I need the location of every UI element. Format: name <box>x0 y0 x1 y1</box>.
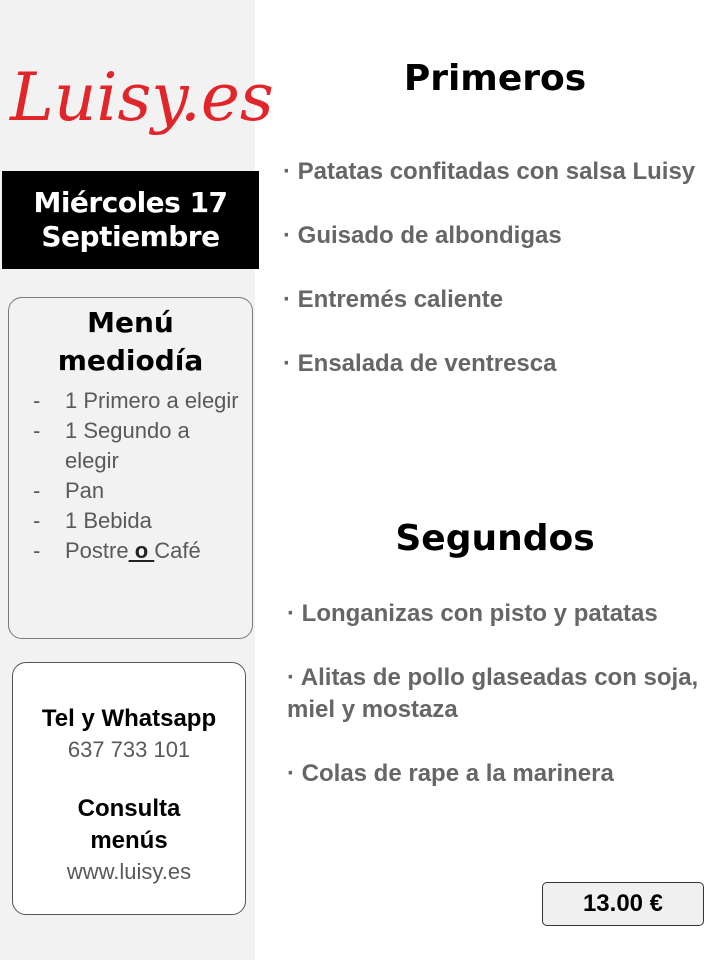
website-link[interactable]: www.luisy.es <box>66 859 192 884</box>
list-item-text: 1 Segundo a elegir <box>65 418 190 473</box>
consult-line-2: menús <box>90 827 168 854</box>
list-item-text: 1 Primero a elegir <box>65 388 239 413</box>
list-item <box>9 386 252 416</box>
dash-bullet: - <box>33 418 41 443</box>
segundos-list <box>287 598 707 822</box>
primeros-list <box>283 156 708 412</box>
phone-number[interactable]: 637 733 101 <box>67 737 191 762</box>
primeros-title: Primeros <box>403 58 587 99</box>
luisy-logo <box>6 50 274 145</box>
contact-card <box>12 662 246 915</box>
list-item <box>9 476 252 506</box>
tel-label: Tel y Whatsapp <box>41 705 217 732</box>
menu-title <box>9 304 252 380</box>
list-item-text: Postre <box>65 538 129 563</box>
dash-bullet: - <box>33 538 41 563</box>
list-item-text: Pan <box>65 478 105 503</box>
dish-item: · Guisado de albondigas <box>283 222 562 249</box>
dish-item: · Patatas confitadas con salsa Luisy <box>283 158 696 185</box>
list-item <box>9 416 252 476</box>
dish-item: · Longanizas con pisto y patatas <box>287 600 658 627</box>
or-connector: o <box>128 538 155 563</box>
consult-line-1: Consulta <box>77 795 181 822</box>
dash-bullet: - <box>33 478 41 503</box>
dash-bullet: - <box>33 508 41 533</box>
price-badge: 13.00 € <box>542 882 704 926</box>
list-item <box>9 536 252 566</box>
logo-text: Luisy.es <box>10 59 274 136</box>
dish-item: · Entremés caliente <box>283 286 504 313</box>
date-line-1: Miércoles 17 <box>33 186 228 220</box>
date-banner <box>2 171 259 269</box>
list-item <box>9 506 252 536</box>
segundos-title: Segundos <box>395 518 595 559</box>
menu-includes-list <box>9 386 252 566</box>
menu-summary-card <box>8 297 253 639</box>
dish-item: · Ensalada de ventresca <box>283 350 557 377</box>
logo-wordmark <box>6 50 274 145</box>
list-item-text: Café <box>154 538 201 563</box>
sidebar <box>0 0 274 960</box>
date-line-2: Septiembre <box>41 220 220 253</box>
dish-item: · Alitas de pollo glaseadas con soja, miel y mostaza <box>287 664 699 723</box>
list-item-text: 1 Bebida <box>65 508 152 533</box>
dash-bullet: - <box>33 388 41 413</box>
dish-item: · Colas de rape a la marinera <box>287 760 614 787</box>
menu-title-line-2: mediodía <box>57 344 204 377</box>
menu-title-line-1: Menú <box>87 306 174 339</box>
